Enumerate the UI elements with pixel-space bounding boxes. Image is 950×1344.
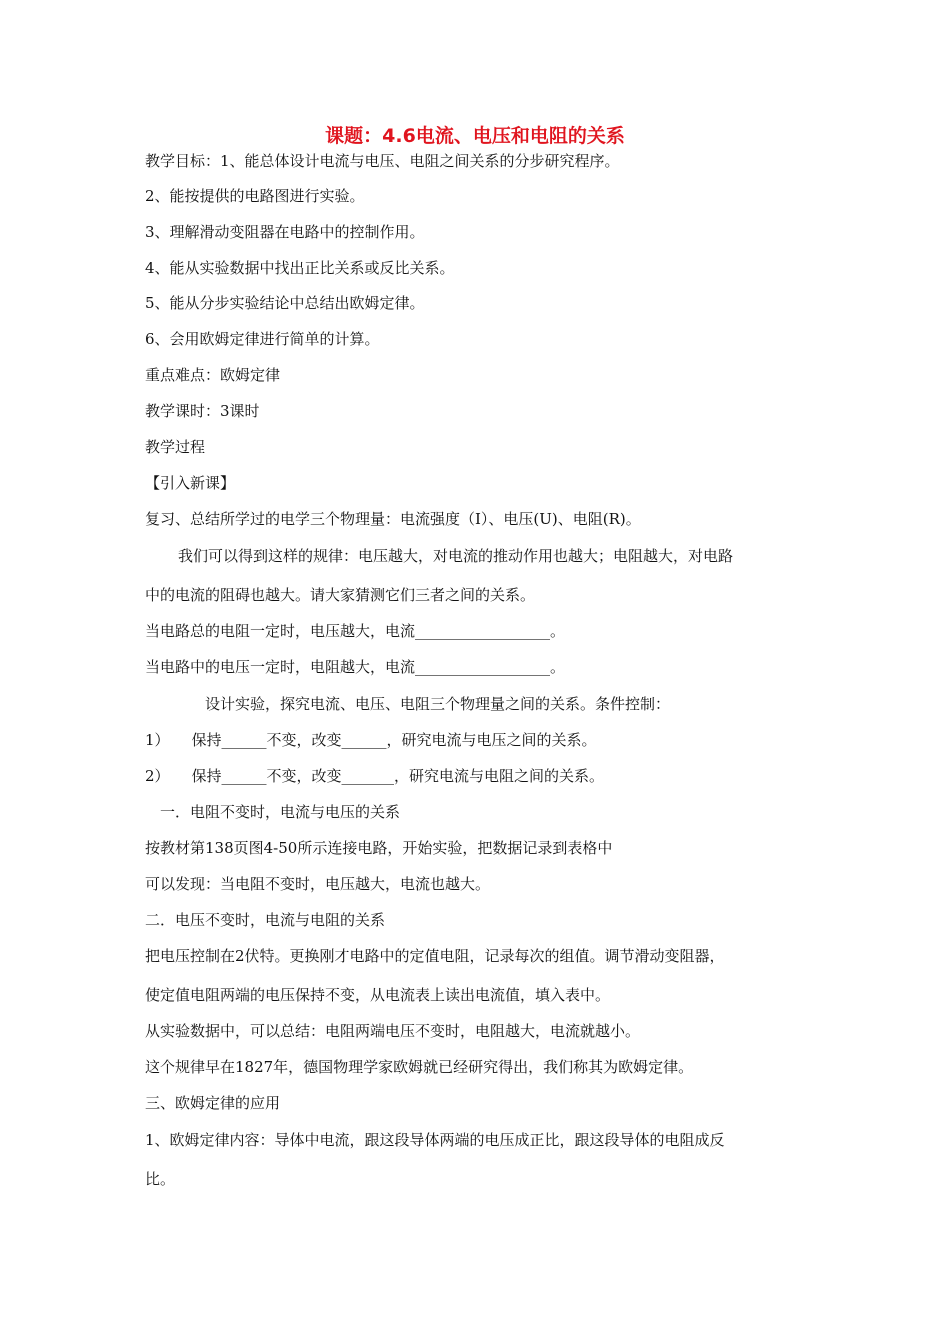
section-three-heading: 三、欧姆定律的应用 bbox=[145, 1094, 281, 1112]
condition-text-1: 保持______不变，改变______，研究电流与电压之间的关系。 bbox=[191, 731, 597, 749]
section-one-line-1: 按教材第138页图4-50所示连接电路，开始实验，把数据记录到表格中 bbox=[145, 839, 613, 857]
fill-blank-line-1: 当电路总的电阻一定时，电压越大，电流__________________。 bbox=[145, 622, 566, 640]
condition-item-2 bbox=[145, 766, 604, 786]
condition-item-1 bbox=[145, 730, 597, 750]
objective-line-2: 2、能按提供的电路图进行实验。 bbox=[145, 187, 365, 205]
section-two-heading: 二．电压不变时，电流与电阻的关系 bbox=[145, 911, 386, 929]
condition-number-1: 1） bbox=[145, 731, 170, 749]
objective-line-4: 4、能从实验数据中找出正比关系或反比关系。 bbox=[145, 259, 455, 277]
rule-paragraph-line-2: 中的电流的阻碍也越大。请大家猜测它们三者之间的关系。 bbox=[145, 586, 536, 604]
class-hours-line: 教学课时：3课时 bbox=[145, 402, 260, 420]
intro-heading: 【引入新课】 bbox=[145, 474, 236, 492]
objective-line-3: 3、理解滑动变阻器在电路中的控制作用。 bbox=[145, 223, 425, 241]
teaching-process-heading: 教学过程 bbox=[145, 438, 206, 456]
condition-number-2: 2） bbox=[145, 767, 170, 785]
condition-text-2: 保持______不变，改变_______，研究电流与电阻之间的关系。 bbox=[191, 767, 605, 785]
objective-line-5: 5、能从分步实验结论中总结出欧姆定律。 bbox=[145, 294, 425, 312]
section-one-line-2: 可以发现：当电阻不变时，电压越大，电流也越大。 bbox=[145, 875, 491, 893]
key-points-line: 重点难点：欧姆定律 bbox=[145, 366, 281, 384]
experiment-design-line: 设计实验，探究电流、电压、电阻三个物理量之间的关系。条件控制： bbox=[205, 695, 671, 713]
objective-line-1: 教学目标：1、能总体设计电流与电压、电阻之间关系的分步研究程序。 bbox=[145, 152, 620, 170]
section-two-line-2: 使定值电阻两端的电压保持不变，从电流表上读出电流值，填入表中。 bbox=[145, 986, 611, 1004]
section-two-line-3: 从实验数据中，可以总结：电阻两端电压不变时，电阻越大，电流就越小。 bbox=[145, 1022, 641, 1040]
ohms-law-line-2: 比。 bbox=[145, 1170, 176, 1188]
section-two-line-1: 把电压控制在2伏特。更换刚才电路中的定值电阻，记录每次的组值。调节滑动变阻器， bbox=[145, 947, 725, 965]
section-one-heading: 一．电阻不变时，电流与电压的关系 bbox=[160, 803, 401, 821]
ohms-law-line-1: 1、欧姆定律内容：导体中电流，跟这段导体两端的电压成正比，跟这段导体的电阻成反 bbox=[145, 1131, 725, 1149]
fill-blank-line-2: 当电路中的电压一定时，电阻越大，电流__________________。 bbox=[145, 658, 566, 676]
document-title: 课题：4.6电流、电压和电阻的关系 bbox=[325, 125, 625, 147]
section-two-line-4: 这个规律早在1827年，德国物理学家欧姆就已经研究得出，我们称其为欧姆定律。 bbox=[145, 1058, 694, 1076]
rule-paragraph-line-1: 我们可以得到这样的规律：电压越大，对电流的推动作用也越大；电阻越大，对电路 bbox=[178, 547, 734, 565]
review-line: 复习、总结所学过的电学三个物理量：电流强度（I）、电压(U)、电阻(R)。 bbox=[145, 510, 641, 528]
objective-line-6: 6、会用欧姆定律进行简单的计算。 bbox=[145, 330, 380, 348]
